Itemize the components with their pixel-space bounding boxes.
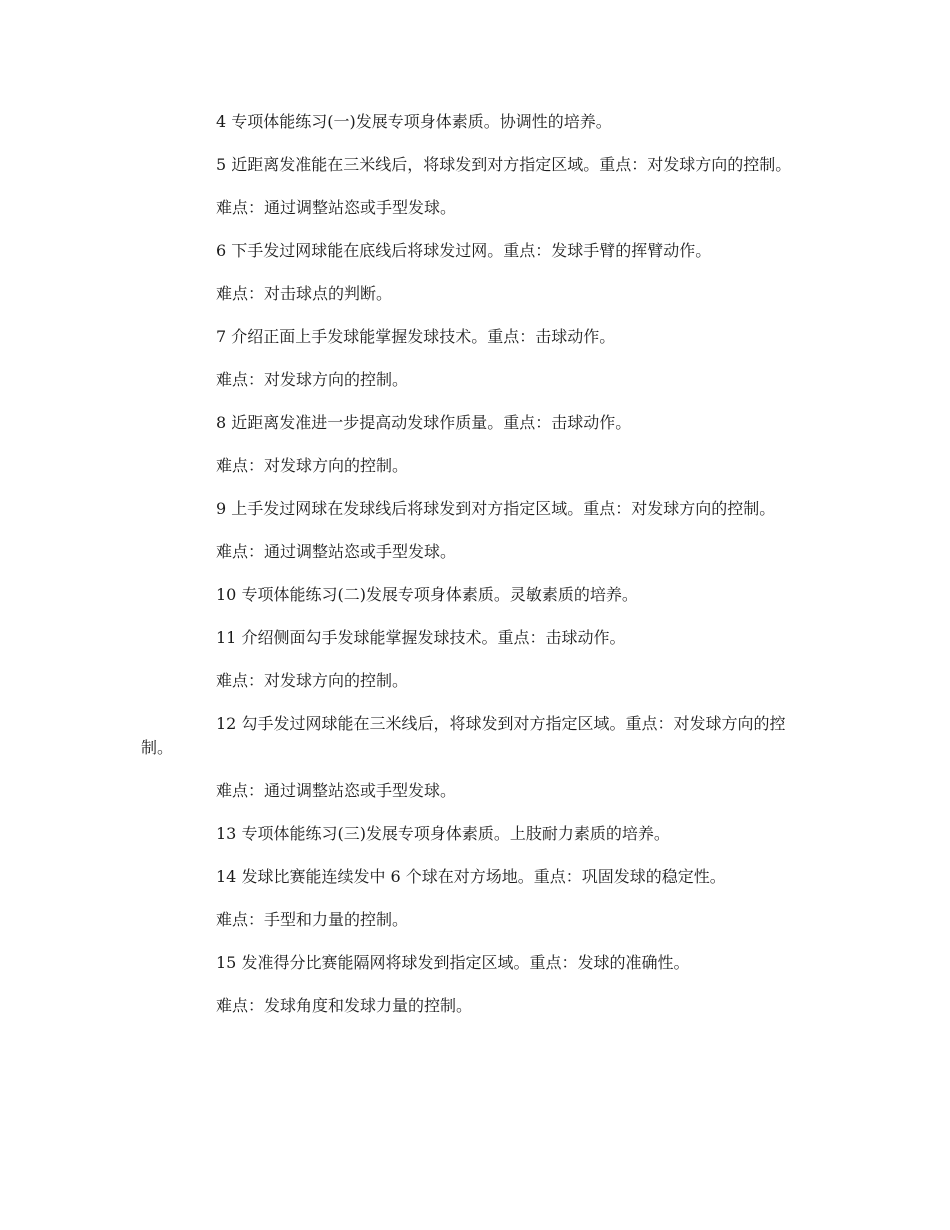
document-body bbox=[141, 110, 811, 1037]
paragraph-item-7: 7 介绍正面上手发球能掌握发球技术。重点：击球动作。 bbox=[216, 327, 616, 346]
paragraph-difficulty-6: 难点：对击球点的判断。 bbox=[216, 284, 393, 303]
paragraph-item-5: 5 近距离发准能在三米线后，将球发到对方指定区域。重点：对发球方向的控制。 bbox=[216, 155, 792, 174]
paragraph-difficulty-9: 难点：通过调整站恣或手型发球。 bbox=[216, 542, 457, 561]
paragraph-item-6: 6 下手发过网球能在底线后将球发过网。重点：发球手臂的挥臂动作。 bbox=[216, 241, 712, 260]
paragraph-item-15: 15 发准得分比赛能隔网将球发到指定区域。重点：发球的准确性。 bbox=[216, 953, 690, 972]
paragraph-item-13: 13 专项体能练习(三)发展专项身体素质。上肢耐力素质的培养。 bbox=[216, 824, 670, 843]
paragraph-difficulty-14: 难点：手型和力量的控制。 bbox=[216, 910, 409, 929]
paragraph-difficulty-12: 难点：通过调整站恣或手型发球。 bbox=[216, 781, 457, 800]
paragraph-difficulty-7: 难点：对发球方向的控制。 bbox=[216, 370, 409, 389]
paragraph-item-11: 11 介绍侧面勾手发球能掌握发球技术。重点：击球动作。 bbox=[216, 628, 626, 647]
paragraph-item-9: 9 上手发过网球在发球线后将球发到对方指定区域。重点：对发球方向的控制。 bbox=[216, 499, 776, 518]
paragraph-difficulty-8: 难点：对发球方向的控制。 bbox=[216, 456, 409, 475]
paragraph-difficulty-15: 难点：发球角度和发球力量的控制。 bbox=[216, 996, 473, 1015]
paragraph-item-8: 8 近距离发准进一步提高动发球作质量。重点：击球动作。 bbox=[216, 413, 632, 432]
paragraph-item-10: 10 专项体能练习(二)发展专项身体素质。灵敏素质的培养。 bbox=[216, 585, 638, 604]
paragraph-item-12: 12 勾手发过网球能在三米线后，将球发到对方指定区域。重点：对发球方向的控制。 bbox=[141, 714, 786, 757]
paragraph-difficulty-11: 难点：对发球方向的控制。 bbox=[216, 671, 409, 690]
paragraph-difficulty-5: 难点：通过调整站恣或手型发球。 bbox=[216, 198, 457, 217]
paragraph-item-14: 14 发球比赛能连续发中 6 个球在对方场地。重点：巩固发球的稳定性。 bbox=[216, 867, 726, 886]
paragraph-item-4: 4 专项体能练习(一)发展专项身体素质。协调性的培养。 bbox=[216, 112, 612, 131]
